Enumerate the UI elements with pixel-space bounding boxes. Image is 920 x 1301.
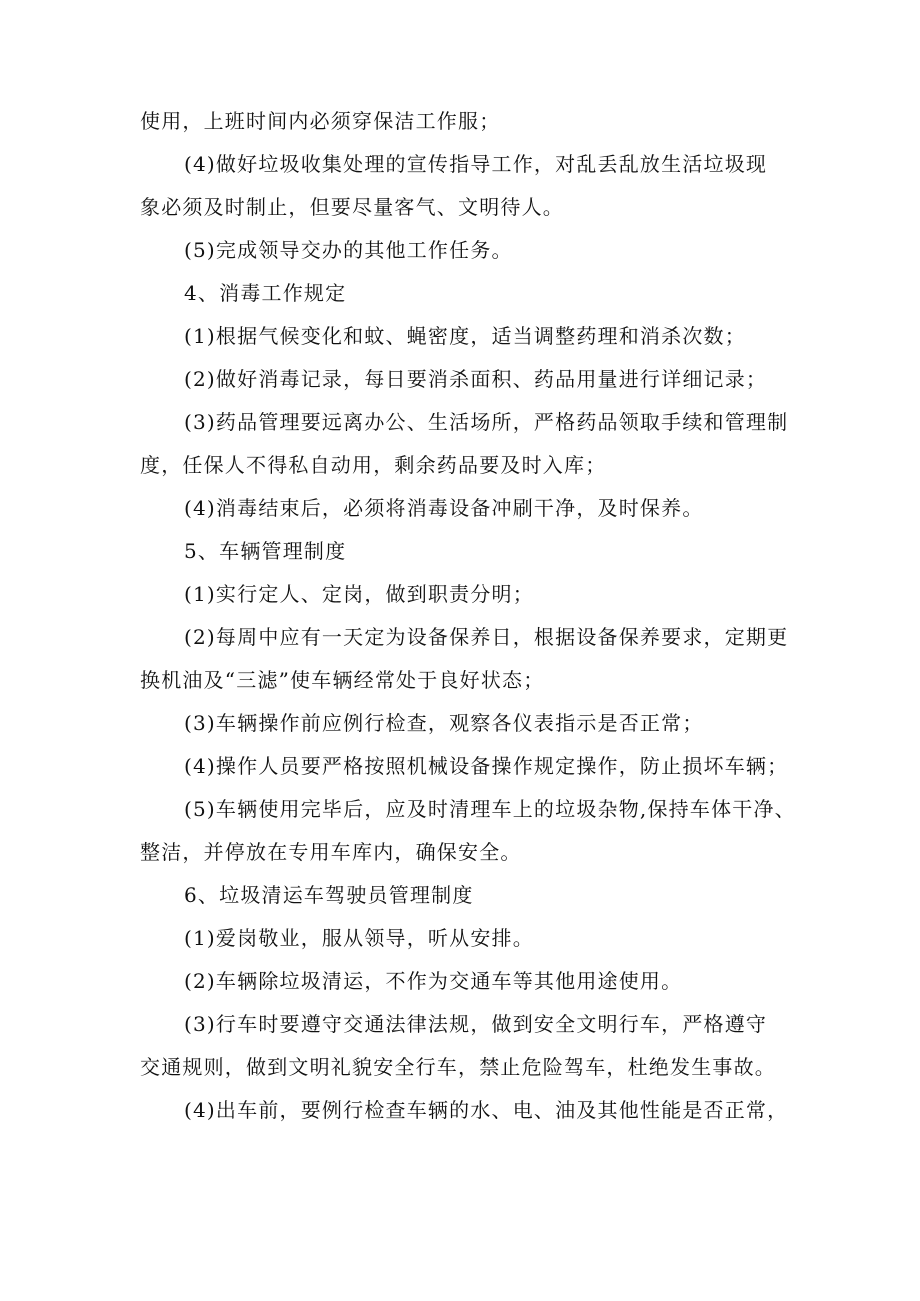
text-line-22: (3)行车时要遵守交通法律法规，做到安全文明行车，严格遵守 (184, 1012, 768, 1036)
text-line-7: (2)做好消毒记录，每日要消杀面积、药品用量进行详细记录； (184, 367, 768, 391)
text-line-4: (5)完成领导交办的其他工作任务。 (184, 238, 513, 262)
text-line-21: (2)车辆除垃圾清运，不作为交通车等其他用途使用。 (184, 969, 683, 993)
section-heading-4: 4、消毒工作规定 (184, 281, 347, 305)
text-line-14: 换机油及“三滤”使车辆经常处于良好状态； (140, 668, 545, 692)
text-line-20: (1)爱岗敬业，服从领导，听从安排。 (184, 926, 534, 950)
text-line-16: (4)操作人员要严格按照机械设备操作规定操作，防止损坏车辆； (184, 754, 789, 778)
text-line-6: (1)根据气候变化和蚊、蝇密度，适当调整药理和消杀次数； (184, 324, 746, 348)
text-line-13: (2)每周中应有一天定为设备保养日，根据设备保养要求，定期更 (184, 625, 789, 649)
text-line-3: 象必须及时制止，但要尽量客气、文明待人。 (140, 195, 564, 219)
text-line-9: 度，任保人不得私自动用，剩余药品要及时入库； (140, 453, 607, 477)
text-line-12: (1)实行定人、定岗，做到职责分明； (184, 582, 534, 606)
text-line-2: (4)做好垃圾收集处理的宣传指导工作，对乱丢乱放生活垃圾现 (184, 152, 768, 176)
text-line-17: (5)车辆使用完毕后，应及时清理车上的垃圾杂物,保持车体干净、 (184, 797, 796, 821)
text-line-18: 整洁，并停放在专用车库内，确保安全。 (140, 840, 522, 864)
text-line-10: (4)消毒结束后，必须将消毒设备冲刷干净，及时保养。 (184, 496, 704, 520)
section-heading-6: 6、垃圾清运车驾驶员管理制度 (184, 883, 474, 907)
text-line-24: (4)出车前，要例行检查车辆的水、电、油及其他性能是否正常， (184, 1098, 789, 1122)
section-heading-5: 5、车辆管理制度 (184, 539, 347, 563)
text-line-15: (3)车辆操作前应例行检查，观察各仪表指示是否正常； (184, 711, 704, 735)
text-line-1: 使用，上班时间内必须穿保洁工作服； (140, 109, 501, 133)
text-line-23: 交通规则，做到文明礼貌安全行车，禁止危险驾车，杜绝发生事故。 (140, 1055, 776, 1079)
text-line-8: (3)药品管理要远离办公、生活场所，严格药品领取手续和管理制 (184, 410, 789, 434)
